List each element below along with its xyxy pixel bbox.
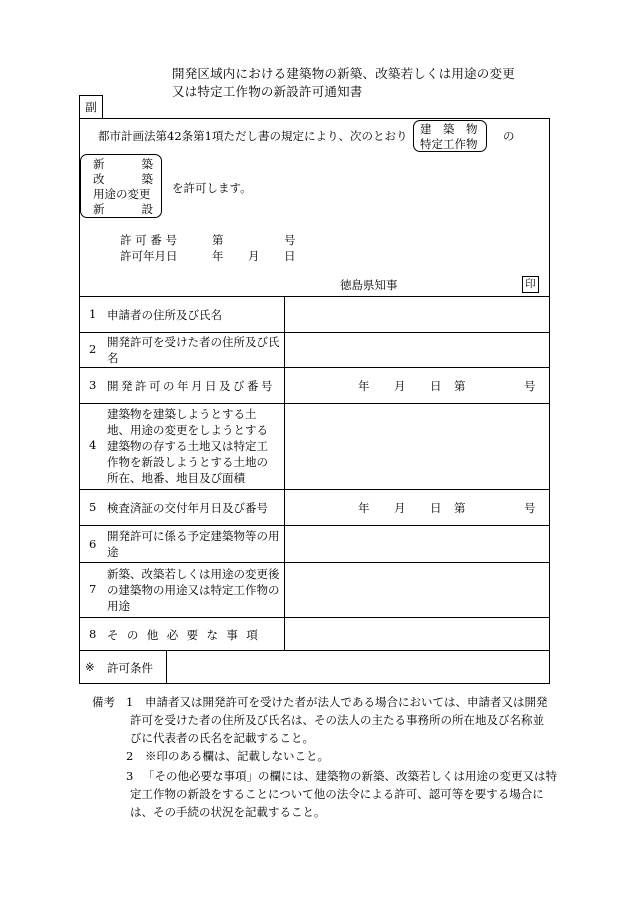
- table-divider: [79, 296, 550, 297]
- row-label-building-use-after: 新築、改築若しくは用途の変更後の建築物の用途又は特定工作物の用途: [107, 567, 280, 613]
- permit-number-dai: 第: [212, 233, 224, 247]
- row-number: 7: [89, 582, 97, 596]
- table-divider: [79, 650, 550, 651]
- remark-item-1: 申請者又は開発許可を受けた者が法人である場合においては、申請者又は開発: [145, 695, 548, 709]
- option-new-install: 新 設: [93, 202, 153, 216]
- row3-go: 号: [524, 379, 536, 393]
- option-rebuild: 改 築: [93, 172, 153, 186]
- table-divider: [79, 489, 550, 490]
- row-number: 6: [89, 537, 97, 551]
- remark-item-3: 「その他必要な事項」の欄には、建築物の新築、改築若しくは用途の変更又は特: [143, 769, 557, 783]
- seal-mark: 印: [522, 276, 539, 293]
- row5-dai: 第: [454, 501, 466, 515]
- permit-date-day: 日: [284, 249, 296, 263]
- table-divider: [79, 525, 550, 526]
- row3-month: 月: [394, 379, 406, 393]
- option-specified-structure: 特定工作物: [420, 137, 478, 151]
- row3-day: 日: [430, 379, 442, 393]
- row5-go: 号: [524, 501, 536, 515]
- row5-day: 日: [430, 501, 442, 515]
- row3-dai: 第: [454, 379, 466, 393]
- remark-item-2: ※印のある欄は、記載しないこと。: [145, 749, 329, 763]
- row-label-other-matters: その他必要な事項: [107, 628, 267, 642]
- remark-number: 1: [126, 695, 134, 709]
- row-number: 4: [89, 438, 97, 452]
- document-title-line1: 開発区域内における建築物の新築、改築若しくは用途の変更: [172, 66, 515, 81]
- row-number: 2: [89, 342, 97, 356]
- remark-item-3-continued: 定工作物の新設をすることについて他の法令による許可、認可等を要する場合に は、その手続の状況を記載すること。: [130, 787, 544, 819]
- row3-year: 年: [358, 379, 370, 393]
- permit-date-label: 許可年月日: [120, 249, 178, 263]
- table-column-divider: [284, 296, 285, 650]
- notice-intro: 都市計画法第42条第1項ただし書の規定により、次のとおり: [98, 129, 408, 143]
- remark-number: 3: [126, 769, 134, 783]
- table-divider: [79, 403, 550, 404]
- row-label-permit-holder: 開発許可を受けた者の住所及び氏名: [107, 335, 280, 365]
- row5-year: 年: [358, 501, 370, 515]
- table-column-divider: [166, 650, 167, 684]
- document-title-line2: 又は特定工作物の新設許可通知書: [172, 84, 363, 99]
- row-label-permit-date-number: 開発許可の年月日及び番号: [107, 379, 275, 393]
- remark-number: 2: [126, 749, 134, 763]
- table-divider: [79, 617, 550, 618]
- permit-date-year: 年: [212, 249, 224, 263]
- notice-particle: の: [503, 129, 515, 143]
- permit-number-label: 許 可 番 号: [120, 233, 177, 247]
- remarks-heading: 備考: [92, 695, 115, 709]
- permit-number-go: 号: [284, 233, 296, 247]
- row-number: 5: [89, 500, 97, 514]
- copy-mark: 副: [79, 95, 103, 119]
- remark-item-1-continued: 許可を受けた者の住所及び氏名は、その法人の主たる事務所の所在地及び名称並 びに代表者の氏名を記載すること。: [130, 713, 544, 745]
- permit-date-month: 月: [248, 249, 260, 263]
- table-divider: [79, 367, 550, 368]
- row-number: 8: [89, 627, 97, 641]
- issuer: 徳島県知事: [340, 278, 398, 292]
- conditions-mark: ※: [85, 660, 95, 674]
- table-divider: [79, 332, 550, 333]
- row-label-inspection-certificate: 検査済証の交付年月日及び番号: [107, 501, 268, 515]
- row5-month: 月: [394, 501, 406, 515]
- option-change-use: 用途の変更: [93, 187, 151, 201]
- row-label-land-location: 建築物を建築しようとする土 地、用途の変更をしようとする 建築物の存する土地又は特定工 作物を新設しようとする土地の 所在、地番、地目及び面積: [107, 407, 268, 485]
- table-divider: [79, 562, 550, 563]
- object-options-bracket: [413, 120, 487, 152]
- row-number: 1: [89, 307, 97, 321]
- row-number: 3: [89, 378, 97, 392]
- row-label-planned-building-use: 開発許可に係る予定建築物等の用途: [107, 529, 280, 559]
- row-label-applicant: 申請者の住所及び氏名: [107, 308, 222, 322]
- action-options-bracket: [80, 154, 162, 218]
- option-new-build: 新 築: [93, 157, 153, 171]
- option-building: 建 築 物: [420, 122, 478, 136]
- permit-text: を許可します。: [172, 181, 252, 195]
- conditions-label: 許可条件: [107, 661, 153, 675]
